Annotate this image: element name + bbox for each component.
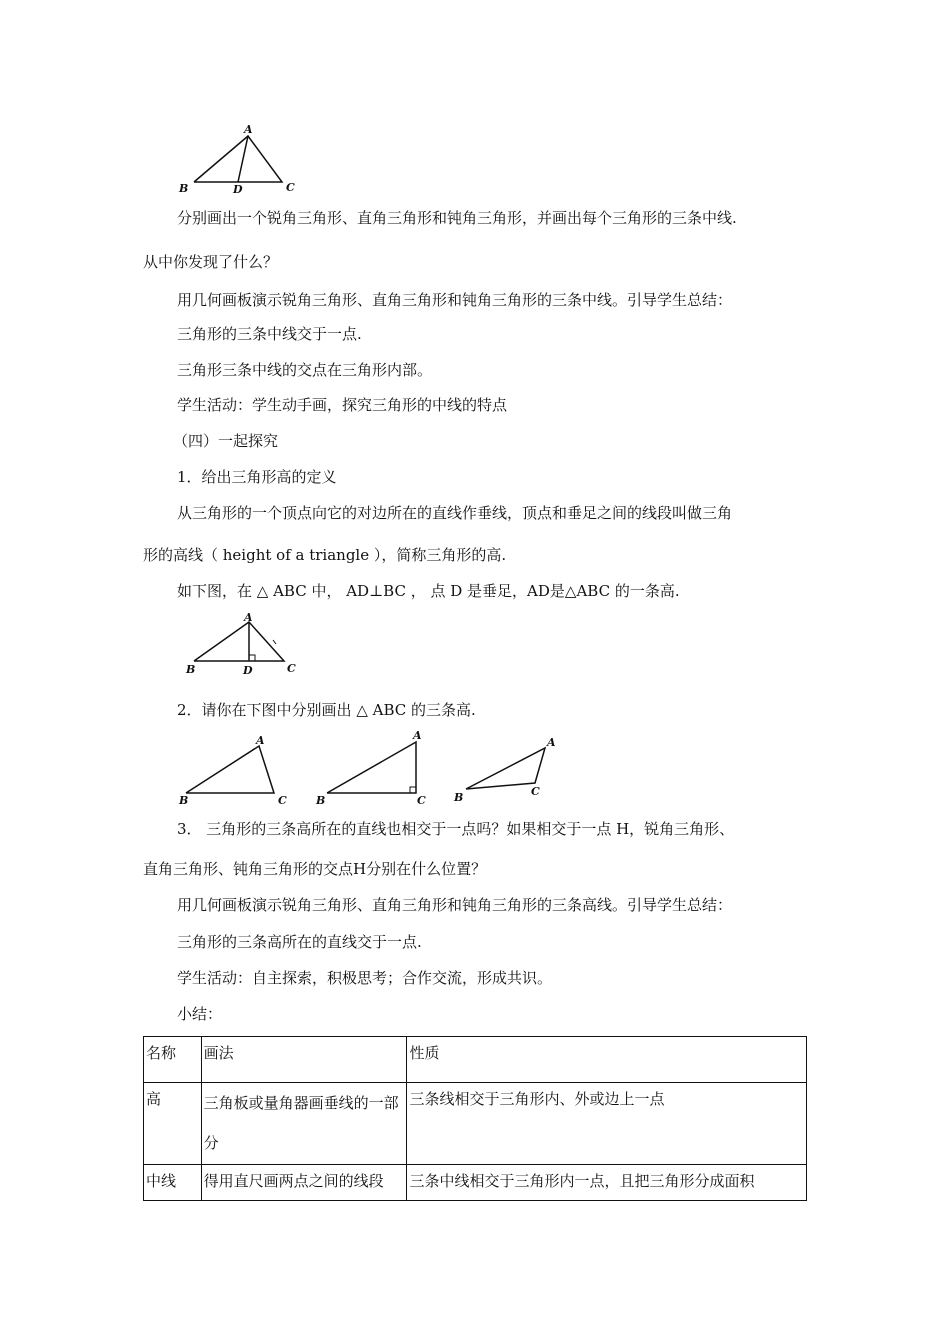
triangle-outline (327, 742, 416, 793)
paragraph-1b: 从中你发现了什么？ (143, 253, 279, 271)
paragraph-3: 三角形的三条中线交于一点. (177, 325, 362, 343)
paragraph-10: 2．请你在下图中分别画出 △ ABC 的三条高. (177, 701, 476, 719)
label-A: A (244, 611, 253, 624)
paragraph-8: 从三角形的一个顶点向它的对边所在的直线作垂线，顶点和垂足之间的线段叫做三角 (177, 504, 733, 522)
paragraph-14: 学生活动：自主探索，积极思考；合作交流，形成共识。 (177, 969, 553, 987)
label-D: D (233, 183, 243, 196)
tick-mark (273, 640, 276, 644)
paragraph-13: 三角形的三条高所在的直线交于一点. (177, 933, 422, 951)
triangle-outline (194, 136, 282, 182)
label-A: A (547, 736, 556, 749)
paragraph-7: 1．给出三角形高的定义 (177, 468, 337, 486)
label-C: C (287, 662, 296, 675)
table-cell: 三角板或量角器画垂线的一部分 (201, 1083, 407, 1165)
paragraph-8b: 形的高线（ height of a triangle ），简称三角形的高. (143, 546, 507, 564)
table-header-cell: 画法 (201, 1037, 407, 1083)
paragraph-5: 学生活动：学生动手画，探究三角形的中线的特点 (177, 396, 508, 414)
triangle-outline (194, 622, 284, 661)
table-cell: 中线 (144, 1165, 202, 1201)
right-angle-mark (410, 787, 416, 793)
table-header-cell: 性质 (407, 1037, 807, 1083)
label-C: C (417, 794, 426, 807)
table-cell: 三条线相交于三角形内、外或边上一点 (407, 1083, 807, 1165)
label-B: B (186, 663, 196, 676)
label-B: B (179, 182, 189, 195)
label-A: A (244, 123, 253, 136)
label-A: A (413, 729, 422, 742)
figure-obtuse-triangle (452, 734, 562, 804)
paragraph-2: 用几何画板演示锐角三角形、直角三角形和钝角三角形的三条中线。引导学生总结： (177, 291, 733, 309)
label-A: A (256, 734, 265, 747)
label-B: B (179, 794, 189, 807)
table-cell: 三条中线相交于三角形内一点，且把三角形分成面积 (407, 1165, 807, 1201)
summary-table (143, 1036, 807, 1201)
label-C: C (286, 181, 295, 194)
triangle-outline (466, 748, 545, 789)
table-row (144, 1165, 807, 1201)
triangle-outline (186, 746, 274, 793)
figure-altitude-triangle (184, 610, 304, 678)
section-heading: （四）一起探究 (173, 432, 279, 450)
label-C: C (278, 794, 287, 807)
label-D: D (243, 664, 253, 677)
table-header-cell: 名称 (144, 1037, 202, 1083)
summary-label: 小结： (177, 1005, 223, 1023)
figure-acute-triangle (176, 734, 296, 806)
paragraph-11b: 直角三角形、钝角三角形的交点H分别在什么位置？ (143, 860, 487, 878)
table-row (144, 1083, 807, 1165)
figure-right-triangle (313, 729, 437, 807)
paragraph-11: 3． 三角形的三条高所在的直线也相交于一点吗？如果相交于一点 H，锐角三角形、 (177, 820, 735, 838)
paragraph-4: 三角形三条中线的交点在三角形内部。 (177, 361, 433, 379)
right-angle-mark (249, 655, 255, 661)
paragraph-9: 如下图，在 △ ABC 中， AD⊥BC ， 点 D 是垂足，AD是△ABC 的一条高. (177, 582, 680, 600)
paragraph-12: 用几何画板演示锐角三角形、直角三角形和钝角三角形的三条高线。引导学生总结： (177, 896, 733, 914)
figure-median-triangle (176, 122, 306, 196)
label-C: C (531, 785, 540, 798)
table-header-row (144, 1037, 807, 1083)
table-cell: 得用直尺画两点之间的线段 (201, 1165, 407, 1201)
label-B: B (454, 791, 464, 804)
paragraph-1: 分别画出一个锐角三角形、直角三角形和钝角三角形，并画出每个三角形的三条中线. (177, 209, 737, 227)
label-B: B (316, 794, 326, 807)
table-cell: 高 (144, 1083, 202, 1165)
